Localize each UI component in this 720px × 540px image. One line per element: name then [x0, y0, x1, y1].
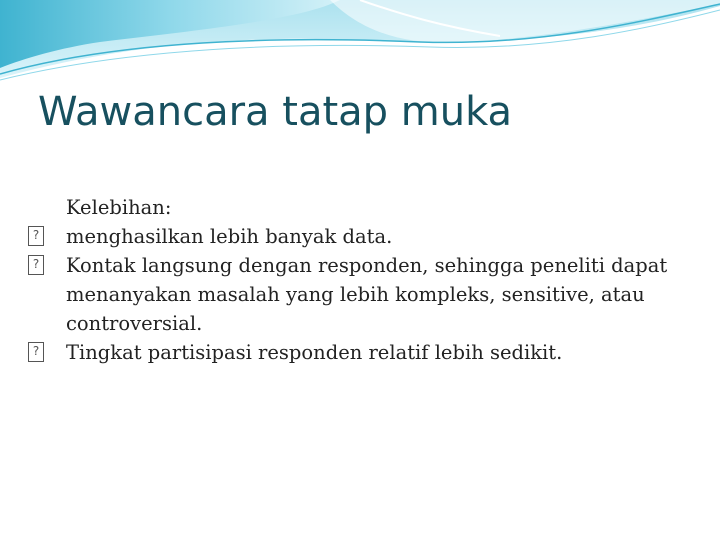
intro-label: Kelebihan:: [66, 196, 172, 219]
bullet-glyph-icon: ?: [28, 342, 44, 362]
bullet-text: Kontak langsung dengan responden, sehingga peneliti dapat menanyakan masalah yang lebih kompleks, sensitive, atau controversial.: [66, 254, 668, 335]
bullet-list: [28, 222, 688, 367]
bullet-text: menghasilkan lebih banyak data.: [66, 225, 393, 248]
header-wave-decoration: [0, 0, 720, 90]
bullet-glyph-icon: ?: [28, 226, 44, 246]
bullet-item: [28, 251, 688, 338]
bullet-glyph-icon: ?: [28, 255, 44, 275]
slide-title: Wawancara tatap muka: [38, 89, 513, 135]
bullet-item: [28, 222, 688, 251]
bullet-item: [28, 338, 688, 367]
bullet-text: Tingkat partisipasi responden relatif lebih sedikit.: [66, 341, 563, 364]
slide-body: [28, 193, 688, 367]
